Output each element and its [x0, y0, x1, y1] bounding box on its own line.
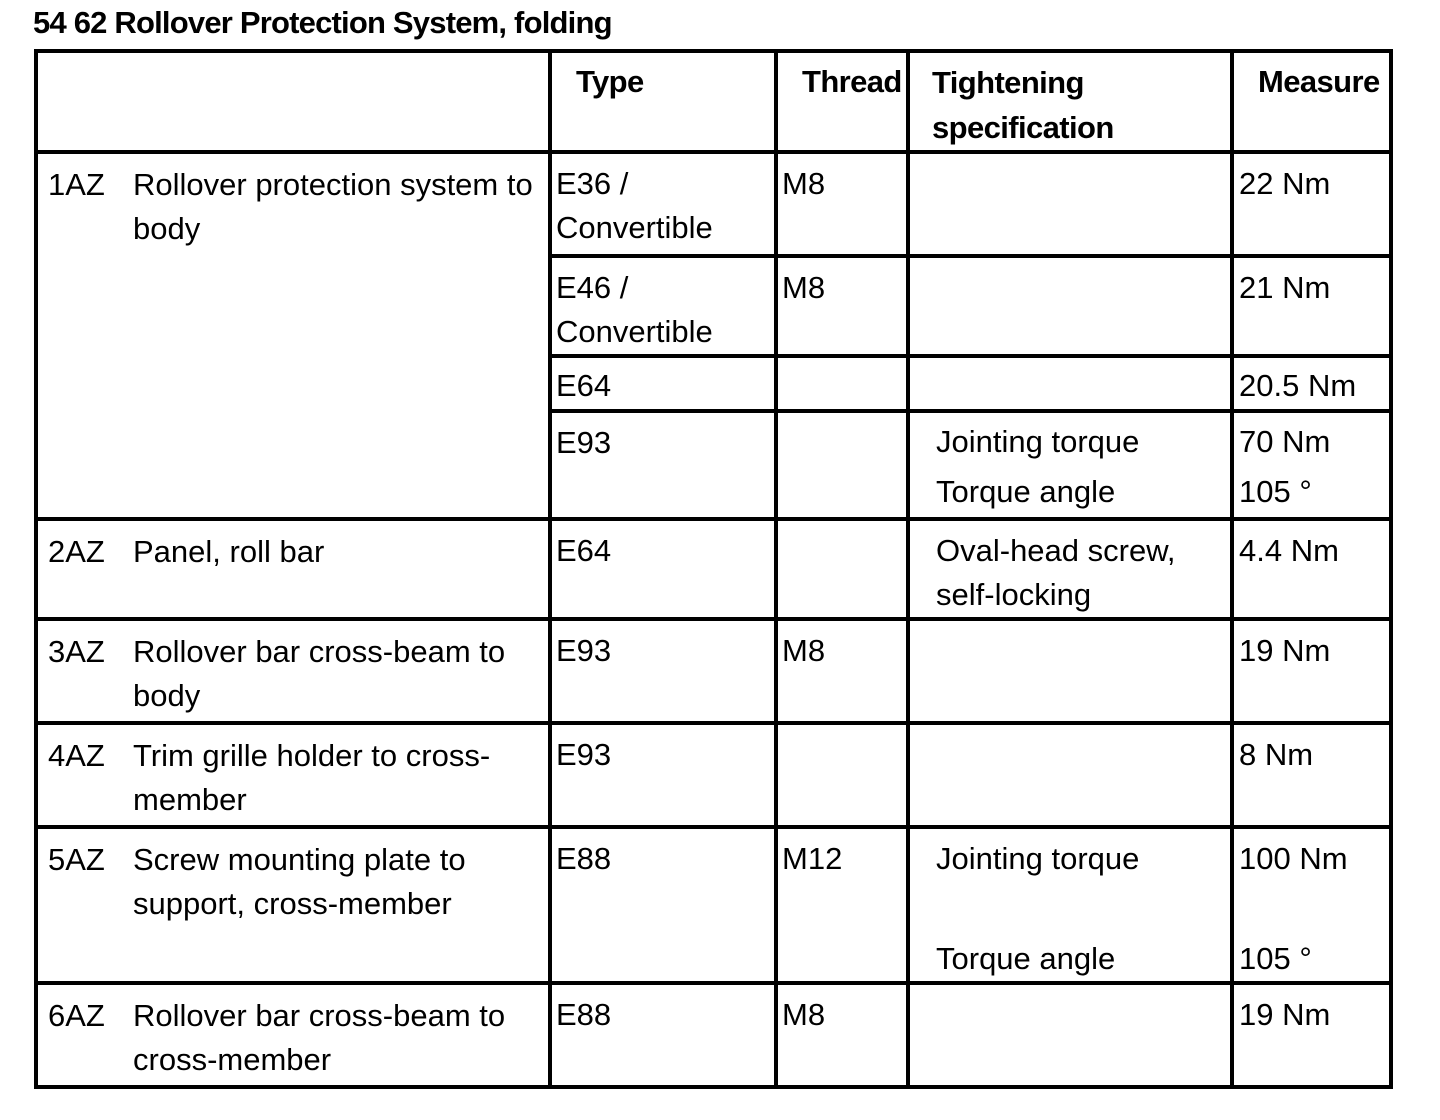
thread-cell: M8 [776, 256, 908, 356]
thread-cell: M8 [776, 983, 908, 1087]
item-cell [36, 723, 550, 827]
type-cell: E93 [550, 619, 776, 723]
table-row [36, 827, 1391, 983]
item-id: 4AZ [48, 738, 105, 773]
measure-cell: 8 Nm [1232, 723, 1391, 827]
thread-cell [776, 356, 908, 411]
header-row [36, 51, 1391, 152]
type-cell: E46 / Convertible [550, 256, 776, 356]
spec-cell [908, 619, 1232, 723]
item-cell [36, 619, 550, 723]
type-cell: E93 [550, 411, 776, 519]
type-cell: E88 [550, 827, 776, 983]
spec-cell: Oval-head screw, self-locking [908, 519, 1232, 619]
item-cell [36, 827, 550, 983]
item-cell [36, 152, 550, 519]
item-cell [36, 519, 550, 619]
header-thread: Thread [776, 51, 908, 152]
item-description: Rollover protection system to body [133, 167, 533, 246]
spec-cell: Jointing torque Torque angle [908, 827, 1232, 983]
measure-cell: 70 Nm 105 ° [1232, 411, 1391, 519]
type-cell: E93 [550, 723, 776, 827]
thread-cell [776, 723, 908, 827]
page-title: 54 62 Rollover Protection System, folding [33, 5, 612, 40]
spec-cell: Jointing torque Torque angle [908, 411, 1232, 519]
measure-cell: 19 Nm [1232, 983, 1391, 1087]
item-id: 2AZ [48, 534, 105, 569]
type-cell: E64 [550, 356, 776, 411]
measure-cell: 22 Nm [1232, 152, 1391, 256]
item-id: 5AZ [48, 842, 105, 877]
header-tightening: Tightening specification [908, 51, 1232, 152]
table-row [36, 519, 1391, 619]
type-cell: E88 [550, 983, 776, 1087]
item-description: Panel, roll bar [133, 534, 325, 569]
table-row [36, 983, 1391, 1087]
type-cell: E64 [550, 519, 776, 619]
item-description: Rollover bar cross-beam to cross-member [133, 998, 506, 1077]
thread-cell: M8 [776, 152, 908, 256]
item-description: Screw mounting plate to support, cross-member [133, 842, 466, 921]
measure-cell: 100 Nm 105 ° [1232, 827, 1391, 983]
measure-cell: 19 Nm [1232, 619, 1391, 723]
item-id: 3AZ [48, 634, 105, 669]
thread-cell [776, 519, 908, 619]
header-measure: Measure [1232, 51, 1391, 152]
spec-cell [908, 256, 1232, 356]
item-cell [36, 983, 550, 1087]
spec-cell [908, 152, 1232, 256]
item-id: 6AZ [48, 998, 105, 1033]
item-description: Rollover bar cross-beam to body [133, 634, 506, 713]
measure-cell: 20.5 Nm [1232, 356, 1391, 411]
table-row [36, 619, 1391, 723]
spec-cell [908, 356, 1232, 411]
torque-spec-table [34, 49, 1393, 1089]
spec-cell [908, 983, 1232, 1087]
thread-cell: M12 [776, 827, 908, 983]
thread-cell: M8 [776, 619, 908, 723]
header-type: Type [550, 51, 776, 152]
spec-cell [908, 723, 1232, 827]
type-cell: E36 / Convertible [550, 152, 776, 256]
table-row [36, 152, 1391, 256]
table-row [36, 723, 1391, 827]
thread-cell [776, 411, 908, 519]
measure-cell: 21 Nm [1232, 256, 1391, 356]
item-id: 1AZ [48, 167, 105, 202]
header-item [36, 51, 550, 152]
item-description: Trim grille holder to cross-member [133, 738, 491, 817]
measure-cell: 4.4 Nm [1232, 519, 1391, 619]
